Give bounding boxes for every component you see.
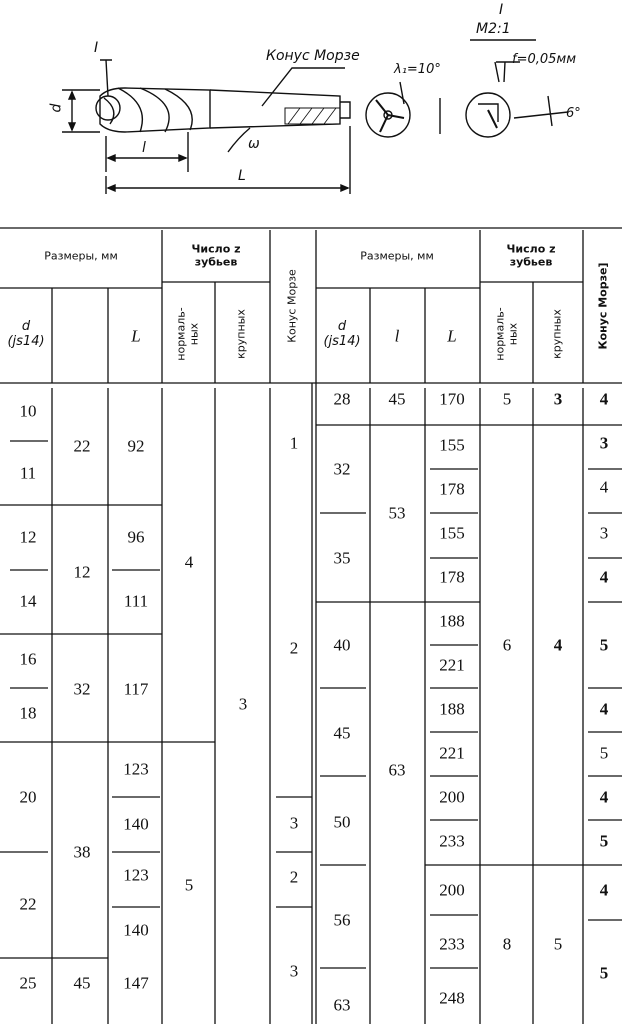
right-l-cell: 63: [388, 760, 406, 780]
dimension-l-label: l: [142, 140, 146, 156]
left-L-cell: 123: [123, 759, 149, 779]
right-morse-cell: 5: [599, 743, 609, 763]
left-L-cell: 140: [123, 814, 149, 834]
left-L-cell: 123: [123, 865, 149, 885]
left-morse-cell: 1: [289, 433, 299, 453]
header-teeth-sub: зубьев: [194, 255, 238, 268]
lambda-angle-label: λ₁=10°: [394, 62, 441, 77]
view-scale-label: M2:1: [476, 21, 511, 37]
header-d-symbol: d: [21, 319, 31, 335]
right-L-cell: 221: [439, 655, 465, 675]
header-normal-line2: ных: [187, 322, 200, 346]
header-normal-line1: нормаль-: [174, 307, 188, 361]
right-morse-cell: 4: [599, 389, 609, 409]
right-d-cell: 56: [333, 910, 351, 930]
right-L-cell: 188: [439, 611, 465, 631]
header-L-right: L: [447, 326, 457, 346]
left-z-normal-cell: 5: [184, 875, 194, 895]
right-d-cell: 50: [333, 812, 351, 832]
left-d-cell: 20: [19, 787, 37, 807]
header-normal-left: [175, 307, 200, 360]
left-d-cell: 10: [19, 401, 37, 421]
left-morse-cell: 2: [289, 638, 299, 658]
right-z-normal-cell: 6: [502, 635, 512, 655]
header-coarse-left: крупных: [234, 309, 248, 359]
right-morse-cell: 3: [599, 433, 609, 453]
header-teeth-left: [192, 243, 241, 268]
header-teeth-title-right: Число z: [506, 242, 556, 256]
right-d-cell: 28: [333, 389, 351, 409]
left-l-cell: 22: [73, 436, 91, 456]
left-d-cell: 12: [19, 527, 37, 547]
right-L-cell: 170: [439, 389, 465, 409]
header-sizes-left: Размеры, мм: [44, 249, 118, 263]
left-d-cell: 18: [19, 703, 37, 723]
header-normal-line2-right: ных: [506, 322, 519, 346]
view-title-label: I: [499, 2, 504, 18]
right-L-cell: 178: [439, 567, 465, 587]
header-normal-line1-right: нормаль-: [493, 307, 507, 361]
dimension-d-label: d: [48, 103, 65, 113]
right-z-coarse-cell: 4: [553, 635, 563, 655]
f-tolerance-label: f=0,05мм: [512, 52, 577, 67]
left-d-cell: 22: [19, 894, 37, 914]
dimension-L-label: L: [238, 168, 246, 184]
left-L-cell: 111: [123, 591, 149, 611]
left-L-cell: 147: [123, 973, 149, 993]
right-morse-cell: 4: [599, 880, 609, 900]
right-d-cell: 45: [333, 723, 351, 743]
right-morse-cell: 5: [599, 831, 609, 851]
left-d-cell: 11: [19, 463, 37, 483]
right-morse-cell: 4: [599, 567, 609, 587]
right-morse-cell: 4: [599, 477, 609, 497]
morse-taper-label: Конус Морзе: [266, 48, 360, 64]
header-sizes-right: Размеры, мм: [360, 249, 434, 263]
right-d-cell: 35: [333, 548, 351, 568]
right-L-cell: 233: [439, 831, 465, 851]
left-d-cell: 25: [19, 973, 37, 993]
right-z-normal-cell: 5: [502, 389, 512, 409]
right-l-cell: 53: [388, 503, 406, 523]
right-L-cell: 233: [439, 934, 465, 954]
right-z-coarse-cell: 5: [553, 934, 563, 954]
header-d-right: [323, 320, 360, 350]
left-z-coarse-cell: 3: [238, 694, 248, 714]
header-coarse-right: крупных: [550, 309, 564, 359]
left-L-cell: 117: [123, 679, 149, 699]
left-d-cell: 16: [19, 649, 37, 669]
header-L-left: L: [131, 326, 141, 346]
left-morse-cell: 2: [289, 867, 299, 887]
right-d-cell: 32: [333, 459, 351, 479]
left-z-normal-cell: 4: [184, 552, 194, 572]
right-L-cell: 221: [439, 743, 465, 763]
right-morse-cell: 5: [599, 963, 609, 983]
header-d-tolerance-right: (js14): [323, 334, 361, 349]
right-L-cell: 178: [439, 479, 465, 499]
right-z-normal-cell: 8: [502, 934, 512, 954]
right-L-cell: 200: [439, 880, 465, 900]
right-L-cell: 155: [439, 435, 465, 455]
right-d-cell: 63: [333, 995, 351, 1015]
left-L-cell: 92: [127, 436, 145, 456]
right-L-cell: 188: [439, 699, 465, 719]
left-l-cell: 32: [73, 679, 91, 699]
right-morse-cell: 4: [599, 787, 609, 807]
right-L-cell: 200: [439, 787, 465, 807]
right-L-cell: 248: [439, 988, 465, 1008]
header-d-symbol-right: d: [337, 319, 347, 335]
header-teeth-right: [507, 243, 556, 268]
header-morse-right: Конус Морзе]: [596, 262, 610, 350]
left-L-cell: 140: [123, 920, 149, 940]
right-d-cell: 40: [333, 635, 351, 655]
callout-I-label: I: [94, 40, 99, 56]
left-l-cell: 12: [73, 562, 91, 582]
right-morse-cell: 4: [599, 699, 609, 719]
left-d-cell: 14: [19, 591, 37, 611]
right-morse-cell: 3: [599, 523, 609, 543]
relief-angle-label: 6°: [566, 106, 581, 121]
header-morse-left: Конус Морзе: [285, 269, 299, 343]
right-l-cell: 45: [388, 389, 406, 409]
header-d-tolerance: (js14): [7, 334, 45, 349]
header-teeth-sub-right: зубьев: [509, 255, 553, 268]
left-L-cell: 96: [127, 527, 145, 547]
left-morse-cell: 3: [289, 961, 299, 981]
header-normal-right: [494, 307, 519, 360]
left-l-cell: 45: [73, 973, 91, 993]
left-l-cell: 38: [73, 842, 91, 862]
left-morse-cell: 3: [289, 813, 299, 833]
right-morse-cell: 5: [599, 635, 609, 655]
right-z-coarse-cell: 3: [553, 389, 563, 409]
header-d-left: [7, 320, 44, 350]
dimension-w-label: ω: [248, 136, 260, 152]
right-L-cell: 155: [439, 523, 465, 543]
header-l-right: l: [394, 326, 400, 346]
header-teeth-title: Число z: [191, 242, 241, 256]
